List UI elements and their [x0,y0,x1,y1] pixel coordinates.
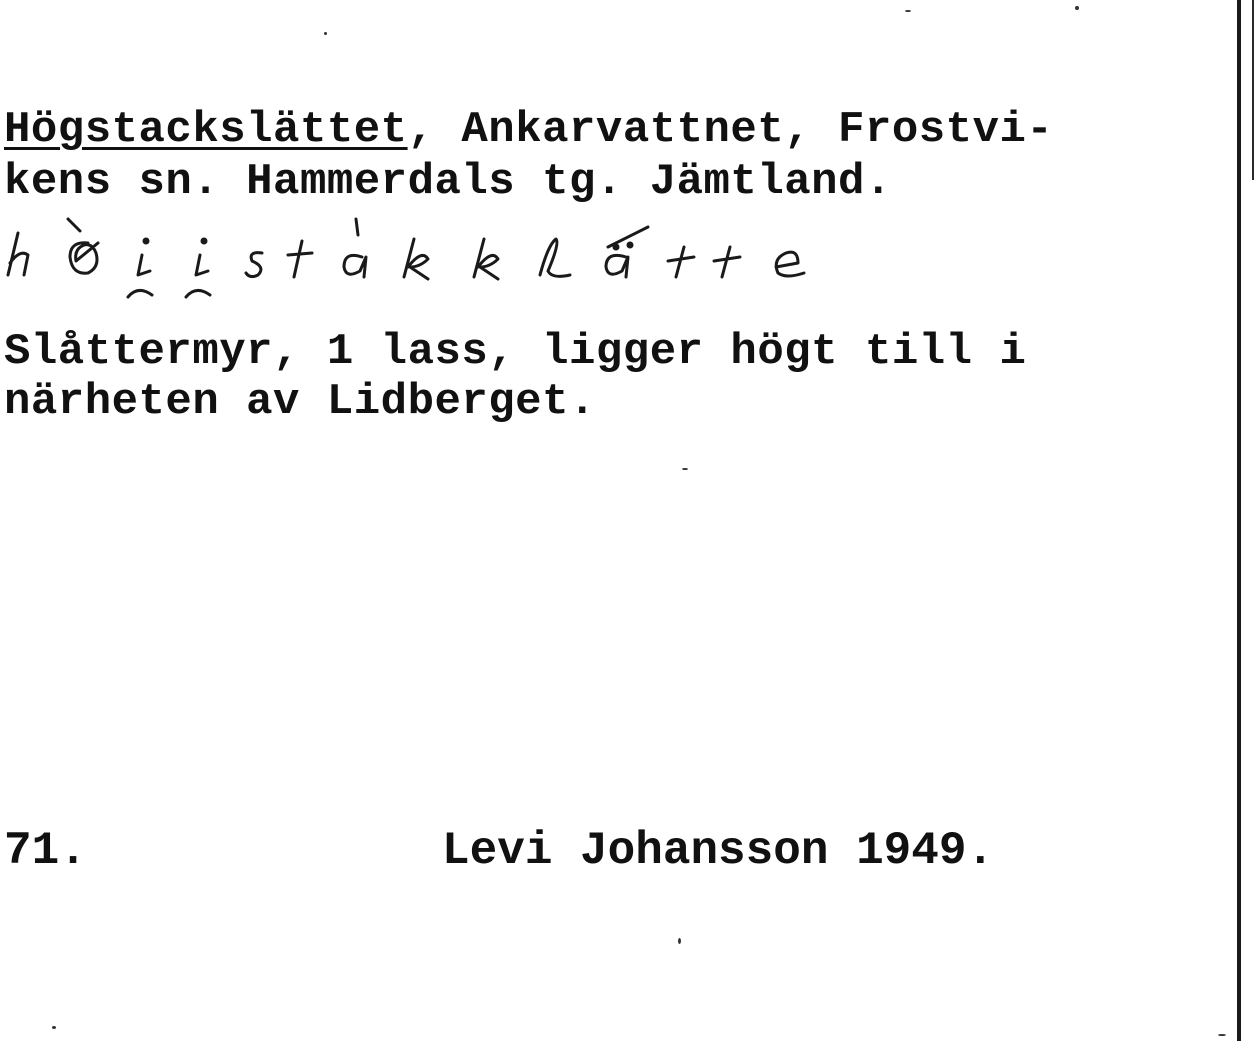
heading-line-1 [4,105,1054,155]
heading-location: , Ankarvattnet, Frostvi- [407,105,1054,155]
description-line-1: Slåttermyr, 1 lass, ligger högt till i [4,327,1027,377]
description-line-2: närheten av Lidberget. [4,377,596,427]
scan-speck [1075,6,1079,10]
scan-speck [52,1026,56,1029]
heading-line-2: kens sn. Hammerdals tg. Jämtland. [4,157,892,207]
phonetic-transcription-handwritten [0,205,840,300]
scan-speck [678,938,681,944]
scan-speck [682,468,688,470]
card-edge-shadow [1252,0,1254,180]
card-right-border [1237,0,1241,1041]
scan-speck [324,32,327,35]
place-name: Högstackslättet [4,105,408,155]
scan-speck [905,10,911,12]
scan-speck [1218,1034,1226,1036]
card-number: 71. [4,825,87,877]
collector-signature: Levi Johansson 1949. [442,825,995,877]
